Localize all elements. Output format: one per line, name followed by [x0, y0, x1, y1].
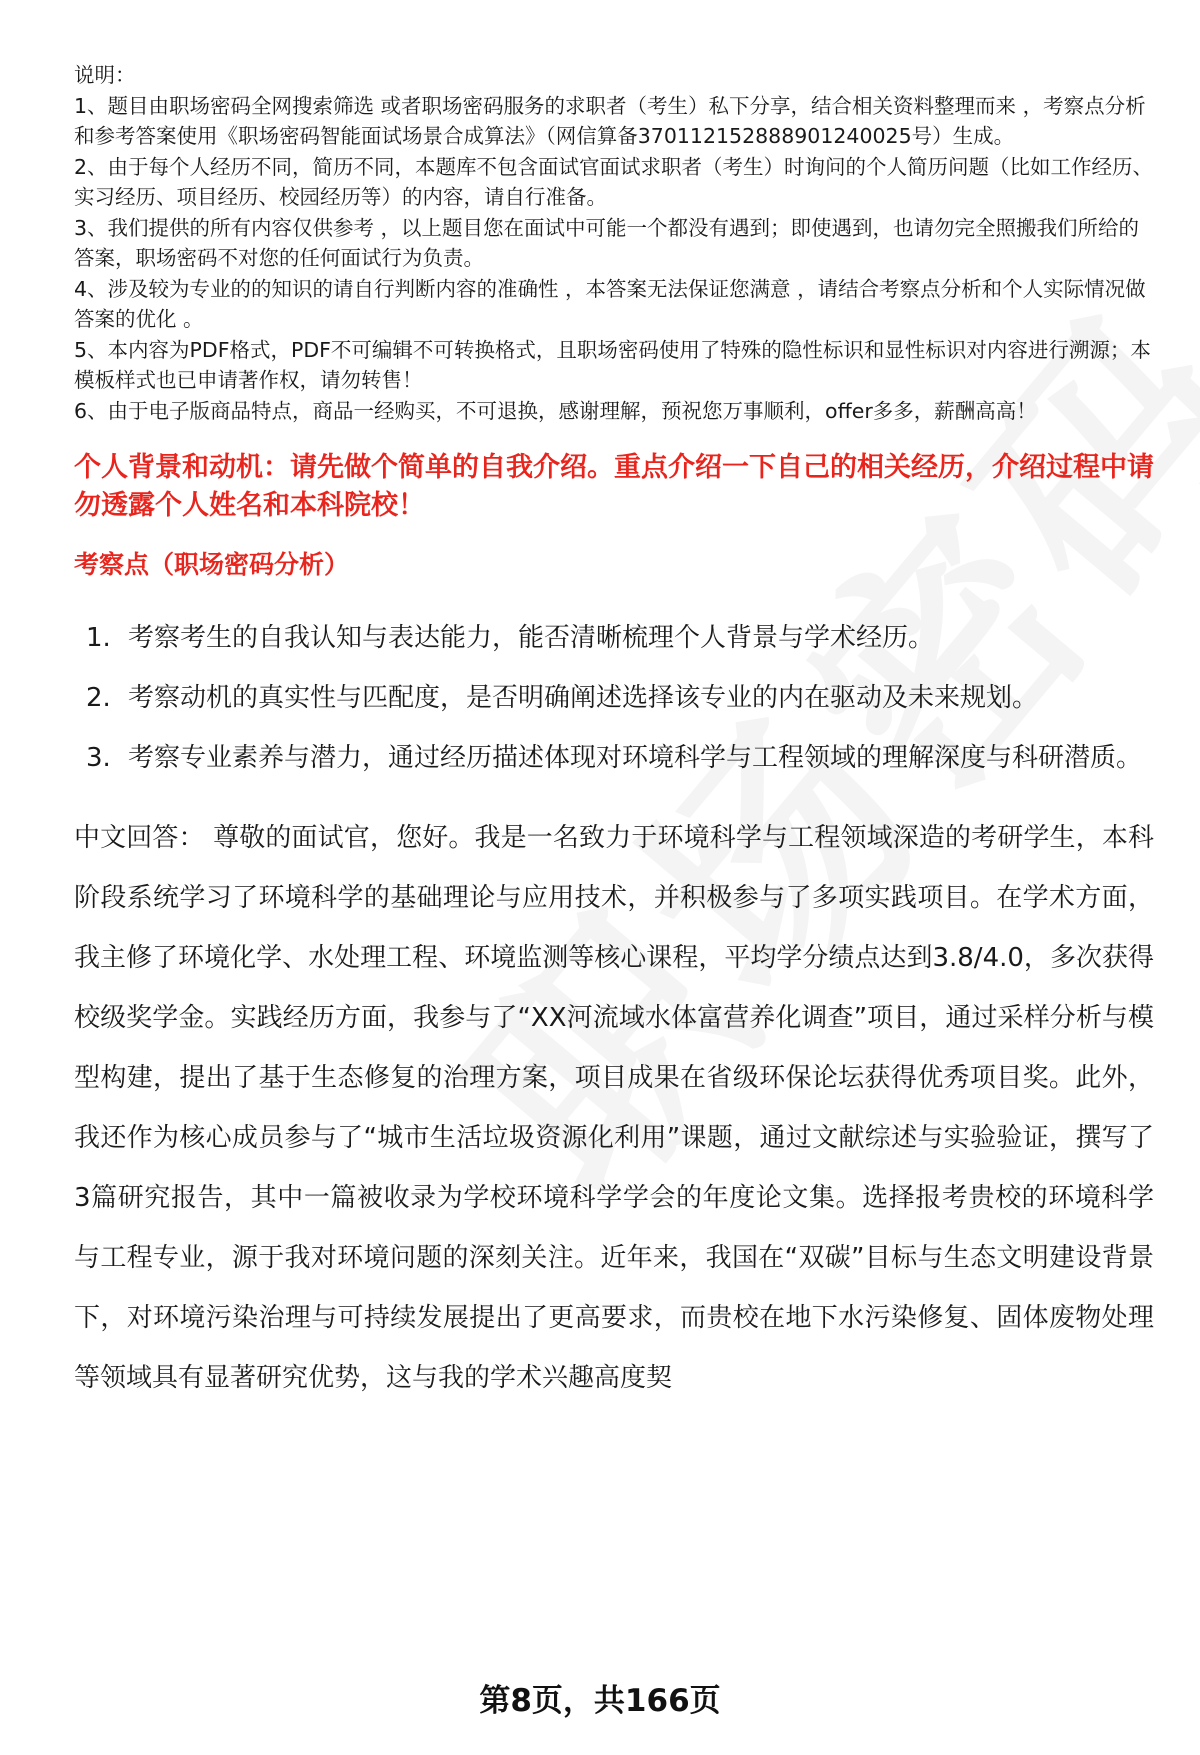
list-text: 考察专业素养与潜力，通过经历描述体现对环境科学与工程领域的理解深度与科研潜质。 [128, 743, 1143, 773]
note-item: 2、由于每个人经历不同，简历不同，本题库不包含面试官面试求职者（考生）时询问的个人简历问题（比如工作经历、实习经历、项目经历、校园经历等）的内容，请自行准备。 [74, 154, 1154, 209]
list-number: 1. [86, 623, 111, 653]
answer-paragraph [74, 808, 1154, 1408]
list-text: 考察考生的自我认知与表达能力，能否清晰梳理个人背景与学术经历。 [128, 623, 935, 653]
list-item [74, 608, 1154, 668]
list-number: 2. [86, 683, 111, 713]
list-item [74, 728, 1154, 788]
note-item: 5、本内容为PDF格式，PDF不可编辑不可转换格式，且职场密码使用了特殊的隐性标识和显性标识对内容进行溯源；本模板样式也已申请著作权，请勿转售！ [74, 337, 1151, 392]
notes-section [74, 60, 1154, 426]
page-number-footer: 第8页，共166页 [479, 1683, 721, 1719]
answer-text: 尊敬的面试官，您好。我是一名致力于环境科学与工程领域深造的考研学生，本科阶段系统学习了环境科学的基础理论与应用技术，并积极参与了多项实践项目。在学术方面，我主修了环境化学、水处理工程、环境监测等核心课程，平均学分绩点达到3.8/4.0，多次获得校级奖学金。实践经历方面，我参与了“XX河流域水体富营养化调查”项目，通过采样分析与模型构建，提出了基于生态修复的治理方案，项目成果在省级环保论坛获得优秀项目奖。此外，我还作为核心成员参与了“城市生活垃圾资源化利用”课题，通过文献综述与实验验证，撰写了3篇研究报告，其中一篇被收录为学校环境科学学会的年度论文集。选择报考贵校的环境科学与工程专业，源于我对环境问题的深刻关注。近年来，我国在“双碳”目标与生态文明建设背景下，对环境污染治理与可持续发展提出了更高要求，而贵校在地下水污染修复、固体废物处理等领域具有显著研究优势，这与我的学术兴趣高度契 [74, 823, 1154, 1393]
note-item: 6、由于电子版商品特点，商品一经购买，不可退换，感谢理解，预祝您万事顺利，offer多多，薪酬高高！ [74, 398, 1037, 423]
list-text: 考察动机的真实性与匹配度，是否明确阐述选择该专业的内在驱动及未来规划。 [128, 683, 1039, 713]
list-number: 3. [86, 743, 111, 773]
notes-title: 说明： [74, 63, 136, 87]
list-item [74, 668, 1154, 728]
answer-label: 中文回答： [74, 823, 205, 853]
document-page [74, 60, 1154, 1408]
note-item: 1、题目由职场密码全网搜索筛选 或者职场密码服务的求职者（考生）私下分享，结合相关资料整理而来 ，考察点分析和参考答案使用《职场密码智能面试场景合成算法》（网信算备370112152888901240025号）生成。 [74, 93, 1146, 148]
note-item: 3、我们提供的所有内容仅供参考 ，以上题目您在面试中可能一个都没有遇到；即使遇到，也请勿完全照搬我们所给的答案，职场密码不对您的任何面试行为负责。 [74, 215, 1140, 270]
question-heading: 个人背景和动机：请先做个简单的自我介绍。重点介绍一下自己的相关经历，介绍过程中请勿透露个人姓名和本科院校！ [74, 452, 1154, 521]
analysis-points [74, 608, 1154, 788]
analysis-heading: 考察点（职场密码分析） [74, 550, 350, 579]
note-item: 4、涉及较为专业的的知识的请自行判断内容的准确性 ，本答案无法保证您满意 ，请结合考察点分析和个人实际情况做答案的优化 。 [74, 276, 1146, 331]
